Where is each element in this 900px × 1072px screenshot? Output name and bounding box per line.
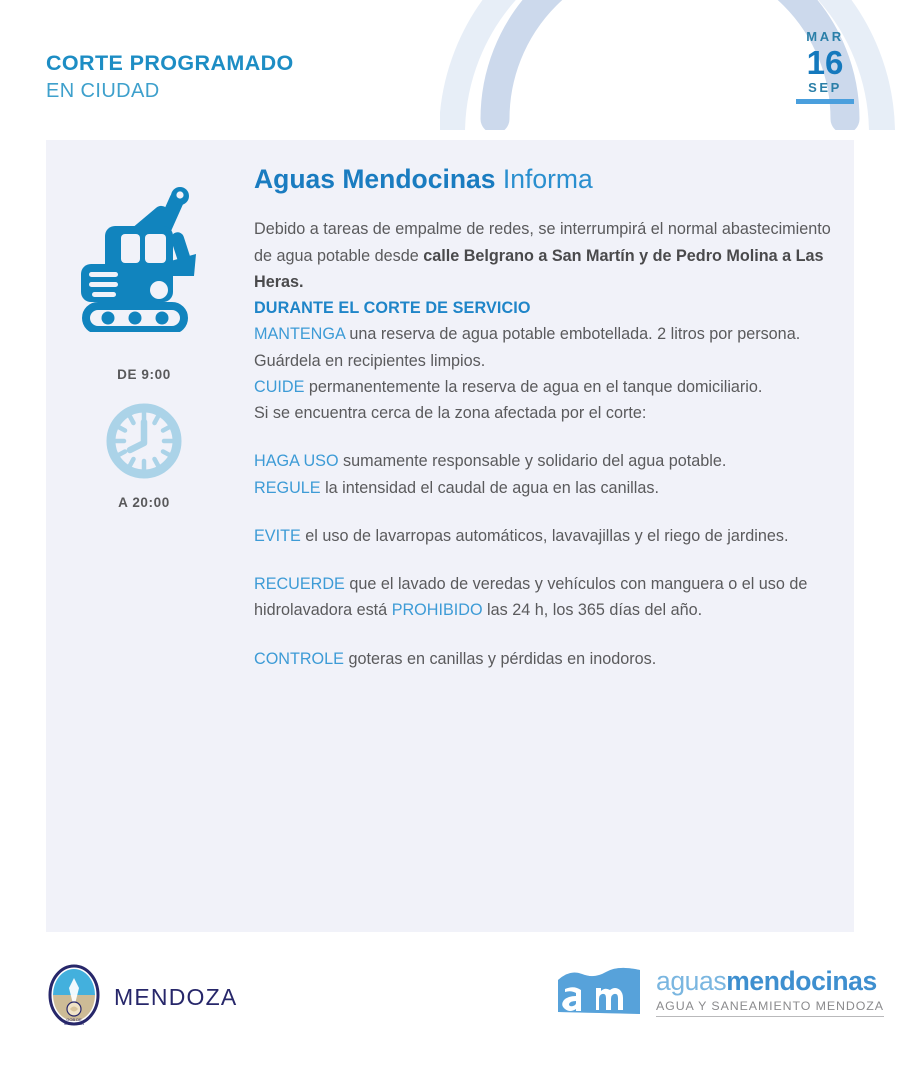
recommendation-use	[254, 448, 832, 474]
intro-streets: calle Belgrano a San Martín y de Pedro Molina a Las Heras.	[254, 246, 824, 291]
text-haga-uso: sumamente responsable y solidario del agua potable.	[338, 452, 727, 471]
text-recuerde-1: que el lavado de veredas y vehículos con manguera o el uso de hidrolavadora está	[254, 575, 808, 620]
text-evite: el uso de lavarropas automáticos, lavavajillas y el riego de jardines.	[300, 526, 789, 545]
text-cuide: permanentemente la reserva de agua en el tanque domiciliario.	[304, 377, 763, 396]
outage-end-time: A 20:00	[118, 495, 170, 510]
svg-text:MENDOZA: MENDOZA	[64, 1021, 84, 1026]
page-header	[0, 0, 900, 140]
keyword-cuide: CUIDE	[254, 377, 305, 396]
recommendation-remember	[254, 571, 832, 623]
date-underline	[796, 99, 854, 104]
notice-panel	[46, 140, 854, 932]
clock-icon	[97, 398, 191, 484]
recommendation-control	[254, 646, 832, 672]
svg-text:GOB DE: GOB DE	[66, 1017, 82, 1022]
text-regule: la intensidad el caudal de agua en las canillas.	[320, 478, 659, 497]
am-wordmark	[656, 965, 884, 1018]
header-title-group	[46, 50, 294, 104]
notice-title-rest: Informa	[495, 164, 593, 194]
keyword-recuerde: RECUERDE	[254, 575, 345, 594]
date-badge	[792, 30, 858, 104]
am-underline	[656, 1016, 884, 1018]
recommendation-maintain	[254, 321, 832, 373]
keyword-prohibido: PROHIBIDO	[391, 601, 483, 620]
am-tagline: AGUA Y SANEAMIENTO MENDOZA	[656, 998, 884, 1013]
notice-title	[254, 164, 832, 194]
aguas-mendocinas-logo	[556, 962, 884, 1023]
keyword-regule: REGULE	[254, 478, 321, 497]
mendoza-government-logo	[48, 964, 237, 1031]
am-brand-mendocinas: mendocinas	[726, 965, 877, 996]
am-brand-name	[656, 966, 877, 996]
recommendation-avoid	[254, 523, 832, 549]
page-footer	[0, 932, 900, 1072]
am-monogram-icon	[556, 962, 642, 1023]
page-subtitle: EN CIUDAD	[46, 80, 160, 103]
date-day: 16	[806, 44, 844, 81]
recommendation-care	[254, 374, 832, 400]
keyword-mantenga: MANTENGA	[254, 325, 345, 344]
date-weekday: MAR	[806, 29, 844, 44]
page-title: CORTE PROGRAMADO	[46, 51, 294, 75]
notice-title-brand: Aguas Mendocinas	[254, 164, 496, 194]
notice-sidebar	[46, 140, 242, 932]
keyword-evite: EVITE	[254, 526, 301, 545]
recommendation-regulate	[254, 475, 832, 501]
intro-paragraph	[254, 216, 832, 295]
keyword-controle: CONTROLE	[254, 649, 344, 668]
mendoza-coat-of-arms-icon	[48, 964, 100, 1031]
mendoza-label: MENDOZA	[114, 984, 238, 1010]
notice-body	[254, 140, 832, 672]
date-month: SEP	[808, 80, 842, 95]
am-brand-aguas: aguas	[656, 965, 727, 996]
outage-start-time: DE 9:00	[117, 367, 171, 382]
excavator-icon	[68, 180, 220, 332]
text-mantenga: una reserva de agua potable embotellada. 2 litros por persona. Guárdela en recipientes limpios.	[254, 325, 801, 370]
text-recuerde-2: las 24 h, los 365 días del año.	[482, 601, 703, 620]
text-controle: goteras en canillas y pérdidas en inodoros.	[343, 649, 657, 668]
service-outage-heading: DURANTE EL CORTE DE SERVICIO	[254, 299, 531, 318]
keyword-haga-uso: HAGA USO	[254, 452, 339, 471]
recommendation-nearby: Si se encuentra cerca de la zona afectada por el corte:	[254, 404, 647, 423]
intro-text: Debido a tareas de empalme de redes, se interrumpirá el normal abastecimiento de agua potable desde	[254, 220, 831, 265]
